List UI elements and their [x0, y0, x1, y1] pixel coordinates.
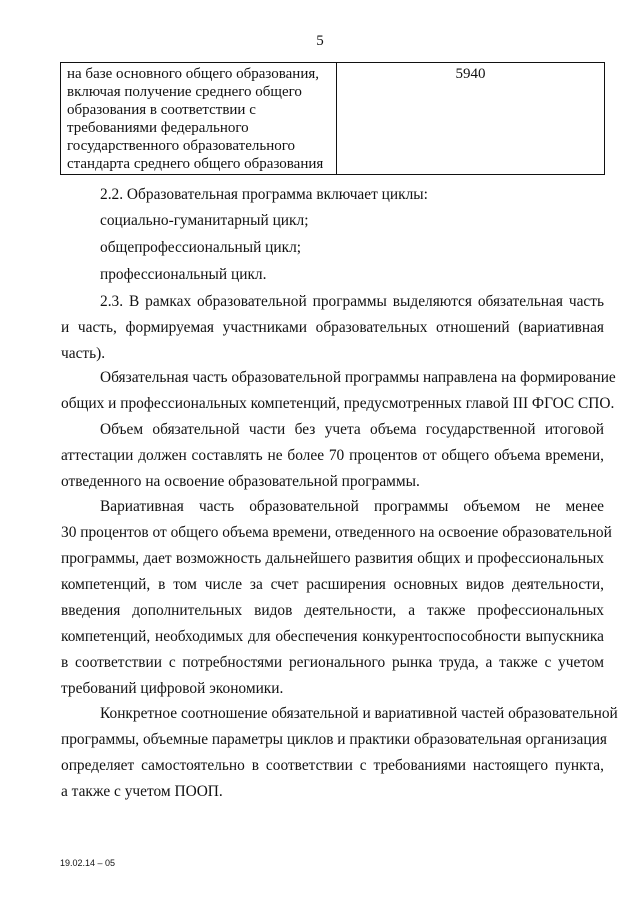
paragraph-line: и часть, формируемая участниками образовательных отношений (вариативная	[61, 319, 604, 336]
paragraph-line: аттестации должен составлять не более 70 процентов от общего объема времени,	[61, 447, 604, 464]
list-item-cycle: общепрофессиональный цикл;	[100, 239, 302, 256]
paragraph-line: 2.3. В рамках образовательной программы выделяются обязательная часть	[100, 293, 604, 310]
table-cell-description	[61, 63, 337, 175]
table-desc-line: образования в соответствии с	[67, 102, 256, 118]
paragraph-line: Вариативная часть образовательной программы объемом не менее	[100, 498, 604, 515]
paragraph-line: определяет самостоятельно в соответствии с требованиями настоящего пункта,	[61, 757, 604, 774]
paragraph-line: 30 процентов от общего объема времени, отведенного на освоение образовательной	[61, 524, 612, 541]
paragraph-ratio	[61, 703, 618, 803]
page-number: 5	[316, 33, 324, 49]
paragraph-line: введения дополнительных видов деятельности, а также профессиональных	[61, 602, 604, 619]
paragraph-line: компетенций, в том числе за счет расширения основных видов деятельности,	[61, 576, 604, 593]
paragraph-line: программы, объемные параметры циклов и практики образовательная организация	[61, 731, 607, 748]
footer-document-code: 19.02.14 – 05	[60, 858, 116, 868]
paragraph-line: Обязательная часть образовательной программы направлена на формирование	[100, 369, 616, 386]
table-desc-line: включая получение среднего общего	[67, 84, 302, 100]
paragraph-line: часть).	[61, 345, 106, 362]
table-desc-line: стандарта среднего общего образования	[67, 156, 324, 172]
paragraph-2-2: 2.2. Образовательная программа включает циклы:	[100, 186, 428, 203]
table-cell-hours: 5940	[337, 63, 605, 175]
paragraph-2-3	[61, 291, 604, 365]
paragraph-line: программы, дает возможность дальнейшего развития общих и профессиональных	[61, 550, 604, 567]
paragraph-line: а также с учетом ПООП.	[61, 783, 223, 800]
hours-table	[60, 62, 605, 175]
table-row	[61, 63, 605, 175]
list-item-cycle: профессиональный цикл.	[100, 266, 267, 283]
paragraph-line: в соответствии с потребностями регионального рынка труда, а также с учетом	[61, 654, 604, 671]
paragraph-line: Объем обязательной части без учета объема государственной итоговой	[100, 421, 604, 438]
paragraph-variative-part	[61, 496, 612, 700]
list-item-cycle: социально-гуманитарный цикл;	[100, 212, 309, 229]
table-desc-line: государственного образовательного	[67, 138, 296, 154]
paragraph-line: общих и профессиональных компетенций, предусмотренных главой III ФГОС СПО.	[61, 395, 615, 412]
paragraph-mandatory-part	[61, 367, 616, 415]
paragraph-line: Конкретное соотношение обязательной и вариативной частей образовательной	[100, 705, 618, 722]
table-desc-line: требованиями федерального	[67, 120, 249, 136]
paragraph-mandatory-volume	[61, 419, 604, 493]
paragraph-line: компетенций, необходимых для обеспечения конкурентоспособности выпускника	[61, 628, 604, 645]
paragraph-line: отведенного на освоение образовательной программы.	[61, 473, 420, 490]
table-desc-line: на базе основного общего образования,	[67, 66, 319, 82]
paragraph-line: требований цифровой экономики.	[61, 680, 284, 697]
